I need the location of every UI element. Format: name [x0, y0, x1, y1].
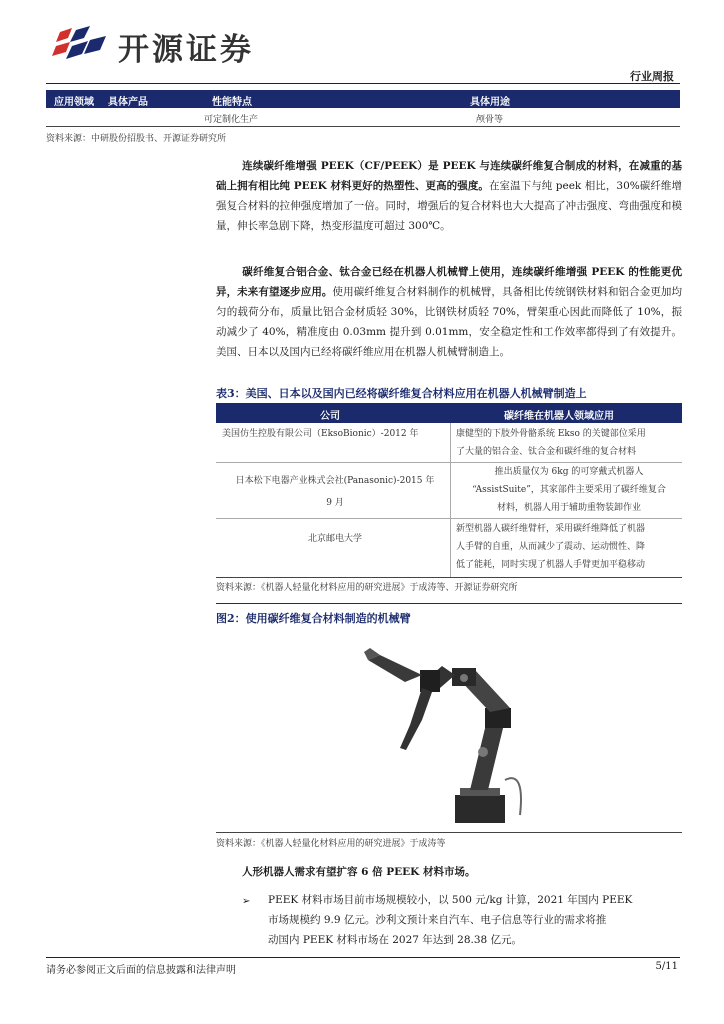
table3-row3-company: 北京邮电大学: [307, 534, 362, 544]
table3-row2-company: [222, 472, 448, 512]
bullet-text: [268, 890, 682, 950]
table3-row2-company-line: 9 月: [326, 498, 344, 508]
bullet-line: PEEK 材料市场目前市场规模较小，以 500 元/kg 计算，2021 年国内 PEEK: [268, 894, 633, 906]
table3-caption: 表3：美国、日本以及国内已经将碳纤维复合材料应用在机器人机械臂制造上: [216, 387, 587, 400]
page-number: 5/11: [655, 961, 678, 972]
bullet-line: 动国内 PEEK 材料市场在 2027 年达到 28.38 亿元。: [268, 934, 523, 946]
robot-arm-illustration: [360, 630, 540, 830]
paragraph-cf-peek: [216, 156, 682, 256]
table1-header-feature: 性能特点: [212, 97, 252, 108]
report-type-label: 行业周报: [630, 70, 674, 83]
table1-source: 资料来源：中研股份招股书、开源证券研究所: [46, 134, 227, 144]
table1-header: [46, 90, 680, 108]
footer-disclaimer: 请务必参阅正文后面的信息披露和法律声明: [46, 965, 236, 976]
brand-logo-icon: [50, 26, 110, 66]
table1-header-use: 具体用途: [470, 97, 510, 108]
table3-row3-app-line: 低了能耗，同时实现了机器人手臂更加平稳移动: [456, 560, 646, 570]
table3-row2-company-line: 日本松下电器产业株式会社(Panasonic)-2015 年: [235, 476, 435, 486]
table3-row1-app-line: 康健型的下肢外骨骼系统 Ekso 的关键部位采用: [456, 429, 646, 439]
table3-row3-app-line: 人手臂的自重，从而减少了震动、运动惯性、降: [456, 542, 646, 552]
table3-row2-app-line: 推出质量仅为 6kg 的可穿戴式机器人: [494, 467, 644, 477]
table3-header-company: 公司: [320, 411, 340, 422]
paragraph-cf-peek-body: 在室温下与纯 peek 相比，30%碳纤维增强复合材料的拉伸强度增加了一倍。同时，增强后的复合材料也大大提高了冲击强度、弯曲强度和模量，伸长率急剧下降，热变形温度可超过 300℃。: [216, 180, 683, 232]
figure2-source: 资料来源：《机器人轻量化材料应用的研究进展》于成涛等: [216, 839, 446, 849]
table3-header: [216, 403, 682, 423]
paragraph-humanoid: [216, 862, 682, 882]
brand-name: 开源证券: [118, 32, 254, 68]
paragraph-humanoid-lead: 人形机器人需求有望扩容 6 倍 PEEK 材料市场。: [242, 866, 476, 878]
table3-bottom-rule: [216, 577, 682, 578]
table3-row3-app-line: 新型机器人碳纤维臂杆，采用碳纤维降低了机器: [456, 524, 646, 534]
table3-row-divider: [216, 518, 682, 519]
table3-row3-application: [456, 520, 682, 574]
header-divider: [46, 83, 680, 84]
paragraph-robot-arm-lead: 碳纤维复合铝合金、钛合金已经在机器人机械臂上使用，连续碳纤维增强 PEEK 的性能更优异，未来有望逐步应用。: [216, 266, 682, 298]
paragraph-robot-arm: [216, 262, 682, 382]
table3-header-application: 碳纤维在机器人领域应用: [504, 411, 614, 422]
table3-column-divider: [450, 423, 451, 578]
table3-row2-app-line: 材料，机器人用于辅助重物装卸作业: [496, 503, 641, 513]
table3-row1-company: 美国仿生控股有限公司（EksoBionic）-2012 年: [222, 429, 419, 439]
paragraph-cf-peek-lead: 连续碳纤维增强 PEEK（CF/PEEK）是 PEEK 与连续碳纤维复合制成的材料，在减重的基础上拥有相比纯 PEEK 材料更好的热塑性、更高的强度。: [216, 160, 682, 192]
table3-row1-app-line: 了大量的铝合金、钛合金和碳纤维的复合材料: [456, 447, 637, 457]
table1-cell-feature: 可定制化生产: [204, 115, 259, 125]
table1-row: [46, 110, 680, 126]
paragraph-robot-arm-body: 使用碳纤维复合材料制作的机械臂，具备相比传统钢铁材料和铝合金更加均匀的载荷分布，质量比铝合金材质轻 30%，比钢铁材质轻 70%，臂架重心因此而降低了 10%，振动减少了 40%，精准度由 0.03mm 提升到 0.01mm，安全稳定性和工作效率都得到了有效提升。美国、日本以及国内已经将碳纤维应用在机器人机械臂制造上。: [216, 286, 683, 358]
table1-bottom-rule: [46, 126, 680, 127]
table3-row2-application: [456, 463, 682, 517]
figure2-caption: 图2：使用碳纤维复合材料制造的机械臂: [216, 612, 411, 625]
bullet-marker: ➢: [242, 896, 251, 907]
footer-divider: [46, 957, 680, 958]
table3-row1-application: [456, 425, 682, 461]
table1-header-product: 具体产品: [108, 97, 148, 108]
figure2-bottom-rule: [216, 832, 682, 833]
table1-header-field: 应用领域: [54, 97, 94, 108]
figure2-top-rule: [216, 603, 682, 604]
table3-source: 资料来源：《机器人轻量化材料应用的研究进展》于成涛等、开源证券研究所: [216, 583, 518, 593]
table1-cell-use: 颅骨等: [476, 115, 504, 125]
bullet-line: 市场规模约 9.9 亿元。沙利文预计来自汽车、电子信息等行业的需求将推: [268, 914, 607, 926]
table3-row2-app-line: “AssistSuite”，其家部件主要采用了碳纤维复合: [472, 485, 666, 495]
